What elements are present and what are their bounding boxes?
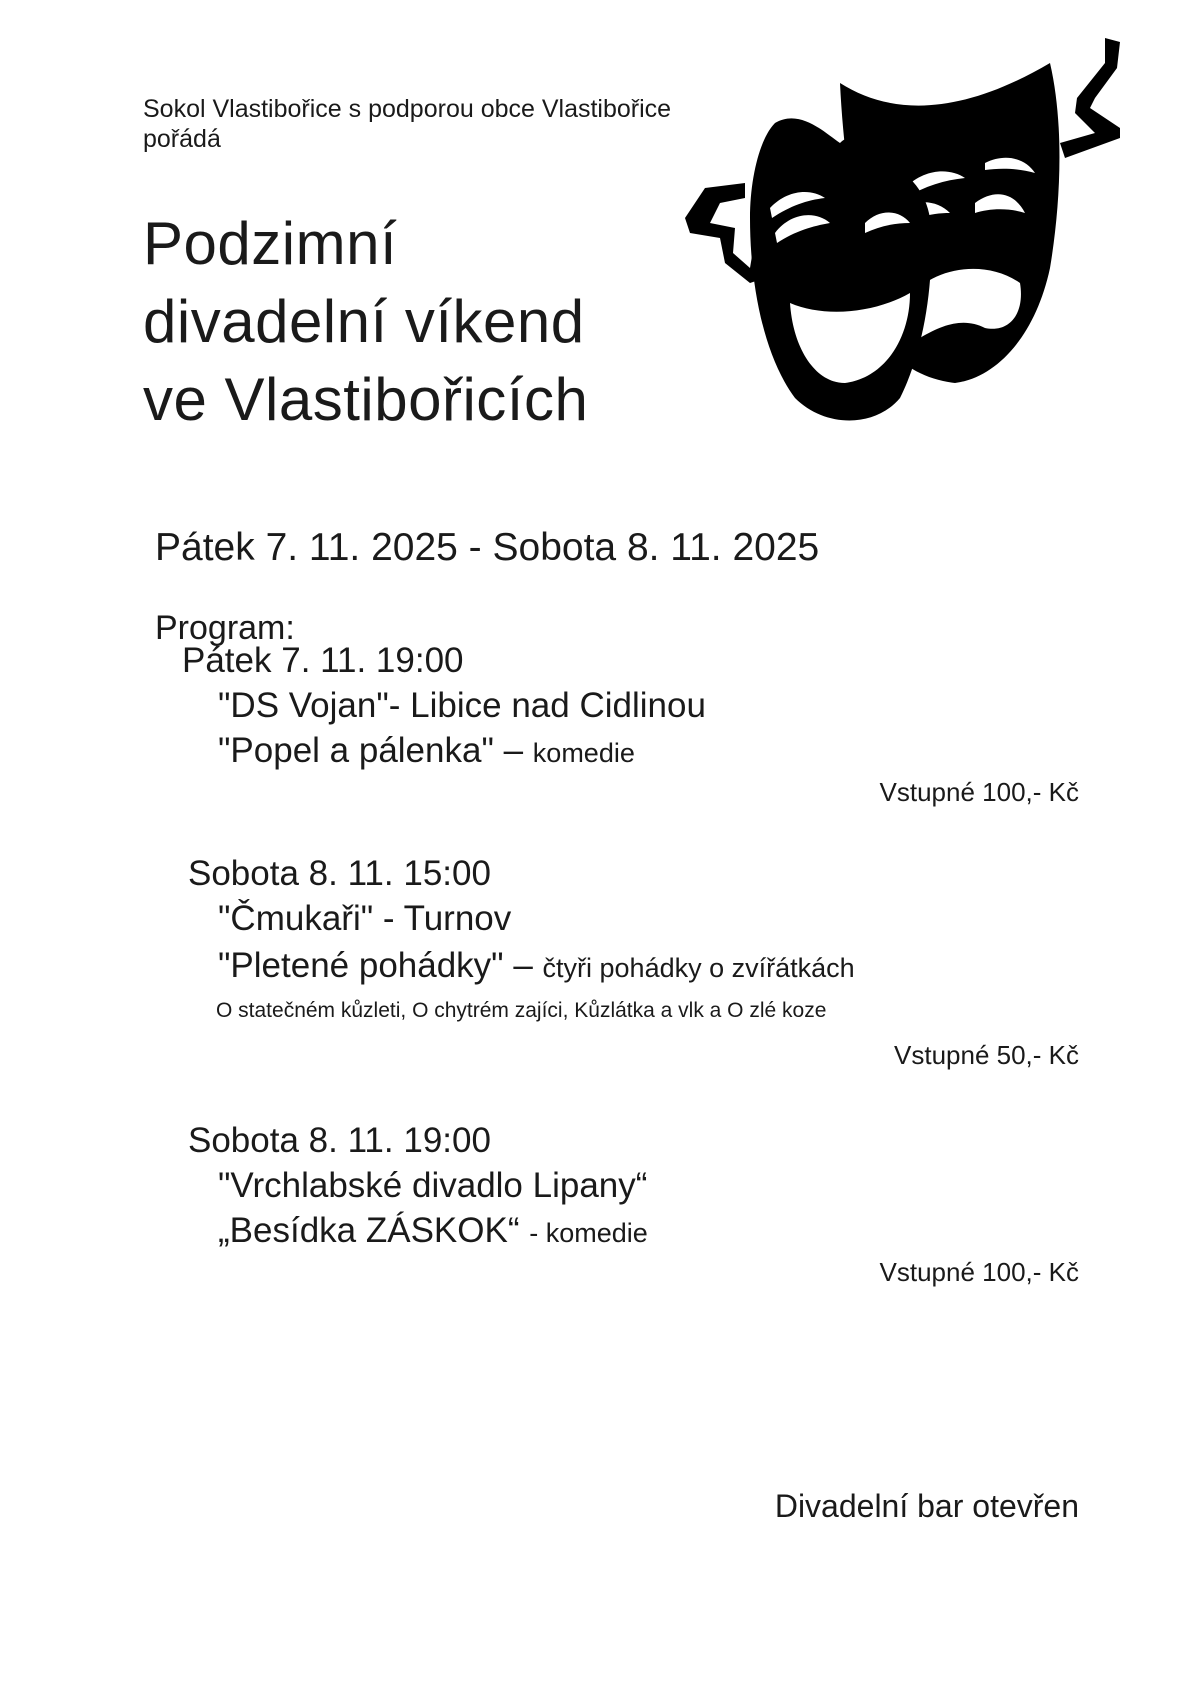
title-line: divadelní víkend — [143, 288, 585, 355]
event-day-time: Pátek 7. 11. 19:00 — [182, 641, 464, 680]
footer-note: Divadelní bar otevřen — [774, 1488, 1079, 1524]
event-ensemble: "DS Vojan"- Libice nad Cidlinou — [218, 686, 706, 725]
event-play — [218, 730, 635, 774]
event-play — [218, 945, 855, 989]
event-day-time: Sobota 8. 11. 19:00 — [188, 1121, 491, 1160]
event-price: Vstupné 100,- Kč — [879, 1257, 1079, 1287]
event-genre: komedie — [532, 738, 635, 768]
event-ensemble: "Čmukaři" - Turnov — [218, 899, 512, 938]
title-line: Podzimní — [143, 210, 398, 277]
event-play — [218, 1210, 648, 1254]
event-play-title: „Besídka ZÁSKOK“ — [218, 1211, 530, 1250]
title-line: ve Vlastibořicích — [143, 366, 589, 433]
event-genre: čtyři pohádky o zvířátkách — [542, 953, 855, 983]
event-play-title: "Popel a pálenka" – — [218, 731, 533, 770]
theater-masks-icon — [665, 38, 1155, 433]
event-ensemble: "Vrchlabské divadlo Lipany“ — [218, 1166, 648, 1205]
page-title — [143, 205, 588, 439]
organizer-text — [143, 94, 671, 154]
event-price: Vstupné 50,- Kč — [894, 1040, 1079, 1070]
organizer-line: Sokol Vlastibořice s podporou obce Vlastibořice — [143, 95, 672, 123]
event-price: Vstupné 100,- Kč — [879, 777, 1079, 807]
event-description: O statečném kůzleti, O chytrém zajíci, Kůzlátka a vlk a O zlé koze — [216, 999, 827, 1022]
organizer-line: pořádá — [143, 125, 221, 153]
date-range: Pátek 7. 11. 2025 - Sobota 8. 11. 2025 — [155, 526, 820, 569]
event-day-time: Sobota 8. 11. 15:00 — [188, 854, 491, 893]
program-label: Program: — [155, 609, 295, 647]
event-genre: - komedie — [529, 1218, 648, 1248]
event-play-title: "Pletené pohádky" – — [218, 946, 543, 985]
